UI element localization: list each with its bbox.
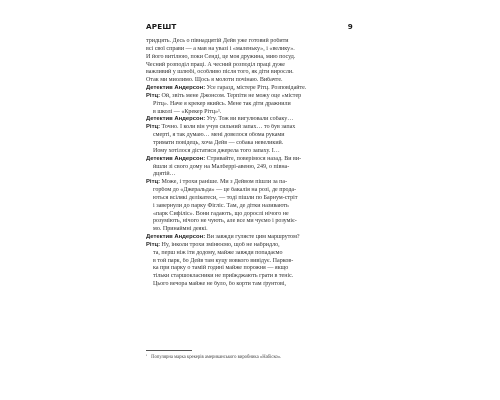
line-text: тридцять. Десь о півнадцятій Дейв уже готовий робити — [146, 38, 289, 44]
line-text: Йому хотілося дістатися джерела того запаху. І… — [153, 147, 280, 154]
text-line — [146, 69, 353, 77]
dialogue-line — [146, 179, 353, 187]
text-line — [146, 109, 353, 117]
line-text: мо. Принаймні деякі. — [153, 226, 208, 233]
dialogue-line — [146, 93, 353, 101]
line-text: Й його витілюю, поки Сенді, це моя дружина, мию посуд. — [146, 53, 296, 60]
line-text: Рітц». Наче я крекер якийсь. Мене так діти дражнили — [153, 100, 291, 107]
speaker-name: Детектив Андерсон: — [146, 155, 206, 162]
dialogue-line — [146, 242, 353, 250]
text-line — [146, 140, 353, 148]
dialogue-line — [146, 234, 353, 242]
line-text: розуміють, нічого не чують, але все ми чуємо і розуміє- — [153, 218, 297, 225]
line-text: ються всілякі делікатеси, — тоді пішли по Барнум-стріт — [153, 194, 298, 201]
text-line — [146, 101, 353, 109]
text-line — [146, 46, 353, 54]
text-line — [146, 62, 353, 70]
line-text: в школі — «Крекер Рітц»¹. — [153, 108, 222, 115]
line-text: йшли зі свого дому на Малберрі-авеню, 249, о півна- — [153, 163, 290, 170]
text-line — [146, 211, 353, 219]
line-text: Ну, інколи трохи змінюємо, щоб не набридло, — [160, 241, 280, 248]
line-text: в той парк, бо Дейв там куцу вовкого вивідує. Парков- — [153, 257, 294, 264]
text-line — [146, 77, 353, 85]
line-text: Ой, звіть мене Джонсом. Терпіти не можу оце «містер — [160, 92, 302, 99]
speaker-name: Рітц: — [146, 92, 161, 99]
line-text: Цього вечора майже не було, бо корти там ґрунтові, — [153, 281, 287, 288]
line-text: дцятій… — [153, 171, 176, 178]
body-text — [146, 38, 353, 289]
text-line — [146, 281, 353, 289]
text-line — [146, 171, 353, 179]
speaker-name: Детектив Андерсон: — [146, 85, 206, 92]
line-text: ка при парку о тамій годині майже порожня — якщо — [153, 265, 289, 272]
text-line — [146, 203, 353, 211]
text-line — [146, 54, 353, 62]
speaker-name: Рітц: — [146, 179, 161, 186]
line-text: і завернули до парку Фігліс. Там, де дітки називають — [153, 202, 289, 209]
line-text: горбом до «Джеральда» — це бакалія на розі, де прода- — [153, 187, 297, 194]
text-line — [146, 187, 353, 195]
running-head — [146, 22, 353, 34]
page-number: 9 — [347, 22, 353, 31]
line-text: Чесний розподіл праці. А чесний розподіл праці дуже — [146, 61, 285, 68]
footnote-mark: ¹ — [146, 353, 148, 358]
line-text: Усе гаразд, містере Рітц. Розповідайте. — [205, 85, 307, 92]
speaker-name: Детектив Андерсон: — [146, 116, 206, 123]
line-text: Може, і трохи раніше. Ми з Дейвом пішли за па- — [160, 179, 288, 186]
text-line — [146, 38, 353, 46]
line-text: Ви завжди гуляєте цим маршрутом? — [205, 234, 300, 241]
line-text: та, перш ніж іти додому, майже завжди попадаємо — [153, 249, 283, 256]
line-text: всі свої справи — а мав на увазі і «маленьку», і «велику». — [146, 45, 295, 52]
dialogue-line — [146, 85, 353, 93]
line-text: «парк Сифіліс». Вони гадають, що дорослі нічого не — [153, 210, 289, 217]
text-line — [146, 132, 353, 140]
line-text: Стривайте, поверімося назад. Ви ви- — [205, 155, 302, 162]
line-text: Отак ми миолимо. Щось я молоти почінаю. Вибачте. — [146, 77, 283, 84]
dialogue-line — [146, 156, 353, 164]
line-text: важливий у шлюбі, особливо після того, як діти виросли. — [146, 69, 294, 76]
speaker-name: Рітц: — [146, 241, 161, 248]
speaker-name: Детектив Андерсон: — [146, 234, 206, 241]
text-line — [146, 164, 353, 172]
text-line — [146, 195, 353, 203]
text-line — [146, 258, 353, 266]
line-text: Точно. І коли він учув сильний запах… то був запах — [160, 124, 296, 131]
footnote-text: Популярна марка крекерів американського виробника «Набіско». — [151, 355, 282, 360]
text-line — [146, 250, 353, 258]
line-text: Угу. Тож ви вигулювали собаку… — [205, 116, 294, 123]
line-text: смерті, я так думаю… мені довелося обома руками — [153, 132, 285, 139]
dialogue-line — [146, 116, 353, 124]
text-line — [146, 148, 353, 156]
footnote-divider — [146, 350, 192, 351]
text-line — [146, 273, 353, 281]
text-line — [146, 265, 353, 273]
speaker-name: Рітц: — [146, 124, 161, 131]
dialogue-line — [146, 124, 353, 132]
text-line — [146, 218, 353, 226]
line-text: тримати повідець, хоча Дейв — собака невеликий. — [153, 139, 284, 146]
text-line — [146, 226, 353, 234]
footnote — [146, 354, 353, 361]
line-text: тільки старшокласники не приїжджають грати в теніс. — [153, 273, 294, 280]
chapter-title: АРЕШТ — [146, 22, 177, 31]
